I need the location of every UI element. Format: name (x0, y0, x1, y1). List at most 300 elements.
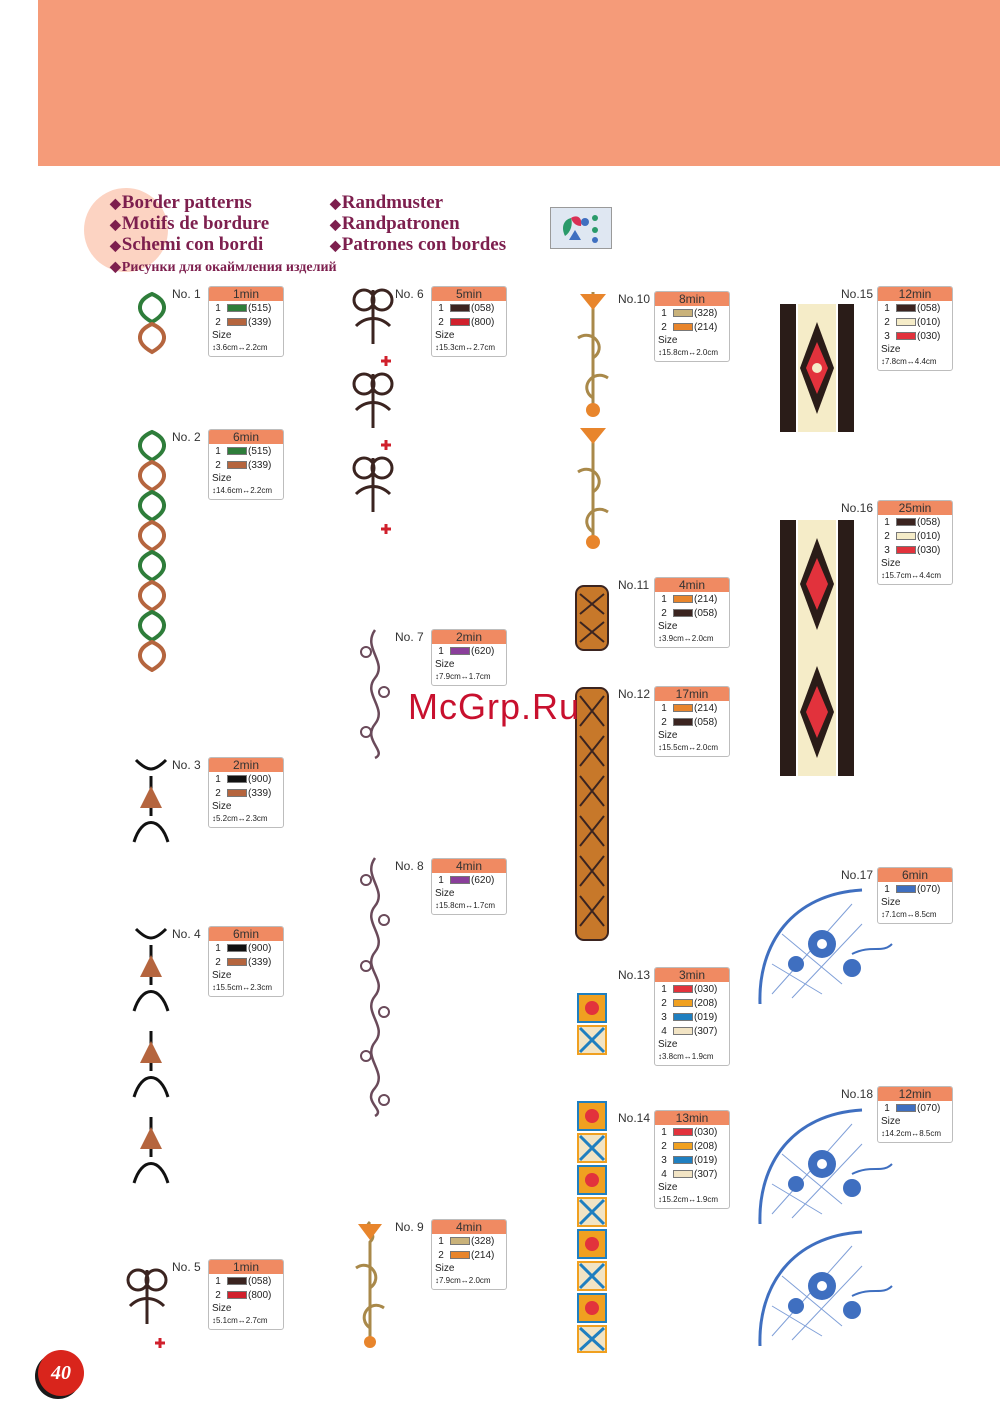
pattern-width: 1.9cm (696, 1195, 719, 1204)
size-label: Size (435, 1263, 455, 1274)
size-label: Size (435, 888, 455, 899)
size-label: Size (212, 801, 232, 812)
thread-color-swatch (227, 318, 247, 326)
pattern-width: 4.4cm (914, 357, 937, 366)
thread-code: (214) (694, 593, 718, 605)
thread-code: (030) (917, 330, 941, 342)
thread-color-row (655, 982, 729, 996)
pattern-width: 2.0cm (691, 634, 714, 643)
pattern-info-card (208, 286, 284, 357)
pattern-height: 5.2cm (216, 814, 238, 823)
pattern-height: 3.9cm (662, 634, 684, 643)
stitch-time: 1min (209, 1260, 283, 1274)
pattern-info-card (654, 577, 730, 648)
thread-color-row (209, 301, 283, 315)
color-order: 1 (884, 1102, 890, 1114)
stitch-time: 17min (655, 687, 729, 701)
heading-ru: ◆ Рисунки для окаймления изделий (110, 257, 337, 278)
pattern-dimensions (432, 900, 506, 912)
pattern-number: No. 3 (172, 758, 201, 772)
thread-color-row (209, 1274, 283, 1288)
stitch-time: 5min (432, 287, 506, 301)
pattern-width: 2.3cm (250, 983, 273, 992)
width-arrow-icon: ↔ (460, 1276, 469, 1285)
width-arrow-icon: ↔ (911, 571, 920, 580)
color-order: 2 (215, 1289, 221, 1301)
pattern-height: 15.5cm (216, 983, 243, 992)
thread-code: (339) (248, 956, 272, 968)
width-arrow-icon: ↔ (465, 343, 474, 352)
thread-color-swatch (673, 1027, 693, 1035)
thread-code: (030) (694, 1126, 718, 1138)
thread-color-swatch (896, 546, 916, 554)
pattern-dimensions (209, 485, 283, 497)
width-arrow-icon: ↔ (237, 1316, 246, 1325)
pattern-number: No.13 (618, 968, 651, 982)
height-arrow-icon: ↕ (658, 1195, 662, 1204)
color-order: 1 (438, 645, 444, 657)
size-label: Size (881, 344, 901, 355)
watermark: McGrp.Ru (408, 686, 581, 727)
thread-color-swatch (896, 332, 916, 340)
thread-color-swatch (896, 304, 916, 312)
thread-color-row (655, 592, 729, 606)
pattern-dimensions (209, 813, 283, 825)
stitch-time: 6min (878, 868, 952, 882)
thread-color-swatch (673, 1128, 693, 1136)
thread-color-row (878, 329, 952, 343)
thread-color-swatch (896, 318, 916, 326)
thread-color-swatch (450, 1251, 470, 1259)
thread-color-row (432, 301, 506, 315)
floral-border-motif-10 (572, 288, 614, 552)
color-order: 1 (884, 516, 890, 528)
pattern-dimensions (209, 982, 283, 994)
tile-border-motif-14 (576, 1100, 608, 1354)
thread-code: (214) (694, 321, 718, 333)
pattern-width: 2.7cm (245, 1316, 268, 1325)
thread-color-swatch (450, 876, 470, 884)
pattern-info-card (654, 1110, 730, 1209)
border-thumbnail-icon (550, 207, 612, 249)
size-label: Size (658, 335, 678, 346)
thread-color-swatch (673, 1013, 693, 1021)
color-order: 2 (215, 316, 221, 328)
lace-border-motif-18 (752, 1104, 898, 1350)
height-arrow-icon: ↕ (658, 1052, 662, 1061)
pattern-height: 7.1cm (885, 910, 907, 919)
width-arrow-icon: ↔ (906, 357, 915, 366)
thread-color-row (432, 644, 506, 658)
thread-color-swatch (227, 461, 247, 469)
stitch-time: 13min (655, 1111, 729, 1125)
pattern-height: 7.9cm (439, 672, 461, 681)
thread-code: (058) (917, 302, 941, 314)
thread-color-swatch (896, 518, 916, 526)
pattern-info-card (877, 500, 953, 585)
pattern-width: 2.3cm (245, 814, 268, 823)
scroll-border-motif-6 (346, 284, 400, 540)
color-order: 1 (215, 773, 221, 785)
color-order: 1 (438, 1235, 444, 1247)
width-arrow-icon: ↔ (911, 1129, 920, 1138)
color-order: 2 (438, 1249, 444, 1261)
heading-fr: ◆ Motifs de bordure (110, 213, 269, 236)
color-order: 2 (661, 1140, 667, 1152)
thread-color-row (655, 320, 729, 334)
pattern-dimensions (878, 909, 952, 921)
stitch-time: 6min (209, 927, 283, 941)
thread-code: (058) (694, 607, 718, 619)
page-number: 40 (38, 1350, 84, 1396)
pattern-info-card (208, 1259, 284, 1330)
cross-stitch-border-motif-15 (778, 302, 856, 434)
heart-border-motif-1 (128, 290, 176, 356)
width-arrow-icon: ↔ (906, 910, 915, 919)
thread-code: (307) (694, 1168, 718, 1180)
pattern-width: 4.4cm (919, 571, 942, 580)
pattern-width: 2.0cm (468, 1276, 491, 1285)
size-label: Size (212, 330, 232, 341)
color-order: 2 (884, 530, 890, 542)
width-arrow-icon: ↔ (465, 901, 474, 910)
stitch-time: 6min (209, 430, 283, 444)
vine-border-motif-7 (356, 628, 394, 760)
color-order: 2 (215, 956, 221, 968)
color-order: 2 (215, 459, 221, 471)
pattern-info-card (654, 291, 730, 362)
pattern-width: 8.5cm (914, 910, 937, 919)
color-order: 2 (884, 316, 890, 328)
height-arrow-icon: ↕ (212, 1316, 216, 1325)
palmette-border-motif-4 (128, 925, 174, 1187)
thread-color-swatch (673, 1170, 693, 1178)
pattern-info-card (431, 286, 507, 357)
color-order: 1 (438, 874, 444, 886)
thread-color-row (655, 306, 729, 320)
stitch-time: 2min (209, 758, 283, 772)
color-order: 2 (661, 607, 667, 619)
thread-color-swatch (227, 789, 247, 797)
thread-code: (214) (694, 702, 718, 714)
height-arrow-icon: ↕ (881, 357, 885, 366)
pattern-dimensions (878, 356, 952, 368)
pattern-info-card (431, 1219, 507, 1290)
thread-color-row (432, 315, 506, 329)
pattern-dimensions (655, 1051, 729, 1063)
thread-color-swatch (673, 323, 693, 331)
pattern-number: No.11 (618, 578, 650, 592)
color-order: 1 (884, 302, 890, 314)
thread-code: (328) (471, 1235, 495, 1247)
pattern-number: No.16 (841, 501, 874, 515)
pattern-height: 15.8cm (662, 348, 689, 357)
thread-code: (620) (471, 645, 495, 657)
pattern-width: 1.9cm (691, 1052, 714, 1061)
pattern-height: 15.2cm (662, 1195, 689, 1204)
thread-color-row (209, 444, 283, 458)
stitch-time: 25min (878, 501, 952, 515)
size-label: Size (212, 970, 232, 981)
thread-color-row (655, 701, 729, 715)
thread-color-row (432, 1234, 506, 1248)
height-arrow-icon: ↕ (881, 910, 885, 919)
thread-color-row (209, 458, 283, 472)
thread-color-swatch (673, 595, 693, 603)
thread-color-row (878, 1101, 952, 1115)
thread-color-row (209, 772, 283, 786)
color-order: 1 (438, 302, 444, 314)
thread-code: (339) (248, 316, 272, 328)
pattern-height: 14.6cm (216, 486, 243, 495)
pattern-number: No.15 (841, 287, 874, 301)
scroll-border-motif-5 (120, 1260, 174, 1350)
size-label: Size (658, 621, 678, 632)
thread-code: (058) (917, 516, 941, 528)
height-arrow-icon: ↕ (658, 743, 662, 752)
color-order: 1 (215, 445, 221, 457)
width-arrow-icon: ↔ (683, 1052, 692, 1061)
thread-code: (019) (694, 1011, 718, 1023)
thread-color-swatch (896, 1104, 916, 1112)
thread-color-row (209, 786, 283, 800)
width-arrow-icon: ↔ (683, 634, 692, 643)
height-arrow-icon: ↕ (881, 1129, 885, 1138)
color-order: 1 (215, 942, 221, 954)
color-order: 1 (661, 1126, 667, 1138)
size-label: Size (435, 659, 455, 670)
thread-color-swatch (450, 318, 470, 326)
color-order: 2 (215, 787, 221, 799)
thread-color-swatch (673, 309, 693, 317)
pattern-number: No. 7 (395, 630, 424, 644)
pattern-number: No.10 (618, 292, 651, 306)
pattern-dimensions (209, 342, 283, 354)
color-order: 1 (661, 307, 667, 319)
pattern-info-card (654, 686, 730, 757)
stitch-time: 4min (655, 578, 729, 592)
color-order: 2 (438, 316, 444, 328)
thread-color-swatch (673, 985, 693, 993)
pattern-height: 15.5cm (662, 743, 689, 752)
pattern-height: 7.8cm (885, 357, 907, 366)
pattern-info-card (208, 429, 284, 500)
pattern-info-card (877, 1086, 953, 1143)
pattern-height: 14.2cm (885, 1129, 912, 1138)
heart-border-motif-2 (128, 428, 176, 672)
heading-es: ◆ Patrones con bordes (330, 234, 506, 257)
pattern-info-card (877, 286, 953, 371)
pattern-height: 7.9cm (439, 1276, 461, 1285)
color-order: 1 (215, 1275, 221, 1287)
pattern-number: No. 5 (172, 1260, 201, 1274)
thread-color-swatch (227, 958, 247, 966)
thread-code: (208) (694, 1140, 718, 1152)
width-arrow-icon: ↔ (688, 743, 697, 752)
thread-code: (058) (248, 1275, 272, 1287)
pattern-number: No.17 (841, 868, 874, 882)
width-arrow-icon: ↔ (460, 672, 469, 681)
header-banner (38, 0, 1000, 166)
color-order: 1 (661, 983, 667, 995)
height-arrow-icon: ↕ (658, 348, 662, 357)
pattern-number: No. 2 (172, 430, 201, 444)
thread-color-swatch (450, 1237, 470, 1245)
thread-code: (620) (471, 874, 495, 886)
thread-code: (030) (917, 544, 941, 556)
thread-code: (208) (694, 997, 718, 1009)
thread-color-swatch (673, 1156, 693, 1164)
thread-code: (058) (471, 302, 495, 314)
pattern-dimensions (209, 1315, 283, 1327)
pattern-number: No.12 (618, 687, 651, 701)
stitch-time: 4min (432, 859, 506, 873)
color-order: 3 (884, 544, 890, 556)
thread-color-row (655, 1153, 729, 1167)
size-label: Size (881, 558, 901, 569)
size-label: Size (658, 1182, 678, 1193)
pattern-height: 15.8cm (439, 901, 466, 910)
pattern-info-card (654, 967, 730, 1066)
thread-code: (339) (248, 459, 272, 471)
cross-stitch-border-motif-16 (778, 518, 856, 778)
color-order: 1 (661, 593, 667, 605)
thread-color-row (878, 529, 952, 543)
thread-color-row (655, 1167, 729, 1181)
floral-border-motif-9 (350, 1218, 390, 1352)
thread-color-row (209, 315, 283, 329)
thread-color-row (432, 873, 506, 887)
pattern-number: No. 8 (395, 859, 424, 873)
thread-code: (307) (694, 1025, 718, 1037)
color-order: 3 (884, 330, 890, 342)
pattern-dimensions (878, 570, 952, 582)
stitch-time: 12min (878, 287, 952, 301)
pattern-width: 2.2cm (245, 343, 268, 352)
thread-code: (214) (471, 1249, 495, 1261)
pattern-number: No.18 (841, 1087, 874, 1101)
pattern-height: 3.6cm (216, 343, 238, 352)
thread-color-swatch (227, 1291, 247, 1299)
thread-code: (800) (248, 1289, 272, 1301)
pattern-dimensions (655, 347, 729, 359)
thread-color-row (878, 543, 952, 557)
thread-code: (010) (917, 316, 941, 328)
color-order: 3 (661, 1154, 667, 1166)
height-arrow-icon: ↕ (212, 486, 216, 495)
heading-de: ◆ Randmuster (330, 192, 443, 215)
pattern-dimensions (432, 342, 506, 354)
height-arrow-icon: ↕ (435, 1276, 439, 1285)
pattern-dimensions (655, 1194, 729, 1206)
pattern-info-card (208, 757, 284, 828)
color-order: 3 (661, 1011, 667, 1023)
pattern-height: 5.1cm (216, 1316, 238, 1325)
pattern-width: 2.2cm (250, 486, 273, 495)
color-order: 2 (661, 716, 667, 728)
stitch-time: 3min (655, 968, 729, 982)
thread-color-row (655, 1139, 729, 1153)
heading-nl: ◆ Randpatronen (330, 213, 460, 236)
stitch-time: 2min (432, 630, 506, 644)
color-order: 2 (661, 321, 667, 333)
thread-color-row (655, 606, 729, 620)
thread-color-row (878, 301, 952, 315)
size-label: Size (658, 730, 678, 741)
pattern-width: 1.7cm (473, 901, 496, 910)
thread-color-row (878, 882, 952, 896)
height-arrow-icon: ↕ (435, 343, 439, 352)
thread-color-swatch (450, 304, 470, 312)
pattern-width: 1.7cm (468, 672, 491, 681)
thread-color-swatch (227, 304, 247, 312)
vine-border-motif-8 (356, 856, 394, 1118)
palmette-border-motif-3 (128, 756, 174, 846)
pattern-number: No. 6 (395, 287, 424, 301)
thread-color-row (655, 715, 729, 729)
thread-color-swatch (450, 647, 470, 655)
pattern-dimensions (655, 742, 729, 754)
thread-color-row (655, 1125, 729, 1139)
heading-it: ◆ Schemi con bordi (110, 234, 263, 257)
thread-color-swatch (227, 944, 247, 952)
pattern-number: No. 9 (395, 1220, 424, 1234)
pattern-width: 2.0cm (696, 348, 719, 357)
stitch-time: 8min (655, 292, 729, 306)
thread-color-swatch (896, 532, 916, 540)
heading-en: ◆ Border patterns (110, 192, 252, 215)
color-order: 4 (661, 1168, 667, 1180)
thread-code: (058) (694, 716, 718, 728)
pattern-dimensions (655, 633, 729, 645)
thread-code: (328) (694, 307, 718, 319)
size-label: Size (881, 897, 901, 908)
pattern-number: No. 4 (172, 927, 201, 941)
thread-code: (010) (917, 530, 941, 542)
color-order: 4 (661, 1025, 667, 1037)
thread-code: (070) (917, 1102, 941, 1114)
thread-code: (800) (471, 316, 495, 328)
thread-color-row (209, 941, 283, 955)
color-order: 2 (661, 997, 667, 1009)
width-arrow-icon: ↔ (688, 348, 697, 357)
width-arrow-icon: ↔ (237, 814, 246, 823)
height-arrow-icon: ↕ (435, 672, 439, 681)
thread-code: (515) (248, 445, 272, 457)
thread-color-swatch (673, 1142, 693, 1150)
height-arrow-icon: ↕ (212, 343, 216, 352)
pattern-width: 8.5cm (919, 1129, 942, 1138)
height-arrow-icon: ↕ (658, 634, 662, 643)
size-label: Size (212, 1303, 232, 1314)
pattern-height: 3.8cm (662, 1052, 684, 1061)
pattern-dimensions (432, 1275, 506, 1287)
width-arrow-icon: ↔ (242, 983, 251, 992)
pattern-number: No. 1 (172, 287, 201, 301)
pattern-dimensions (432, 671, 506, 683)
tile-border-motif-13 (576, 992, 608, 1058)
pattern-info-card (208, 926, 284, 997)
thread-code: (900) (248, 942, 272, 954)
width-arrow-icon: ↔ (688, 1195, 697, 1204)
size-label: Size (435, 330, 455, 341)
pattern-info-card (431, 858, 507, 915)
thread-color-swatch (673, 704, 693, 712)
width-arrow-icon: ↔ (237, 343, 246, 352)
thread-code: (900) (248, 773, 272, 785)
pattern-info-card (431, 629, 507, 686)
thread-color-swatch (227, 1277, 247, 1285)
